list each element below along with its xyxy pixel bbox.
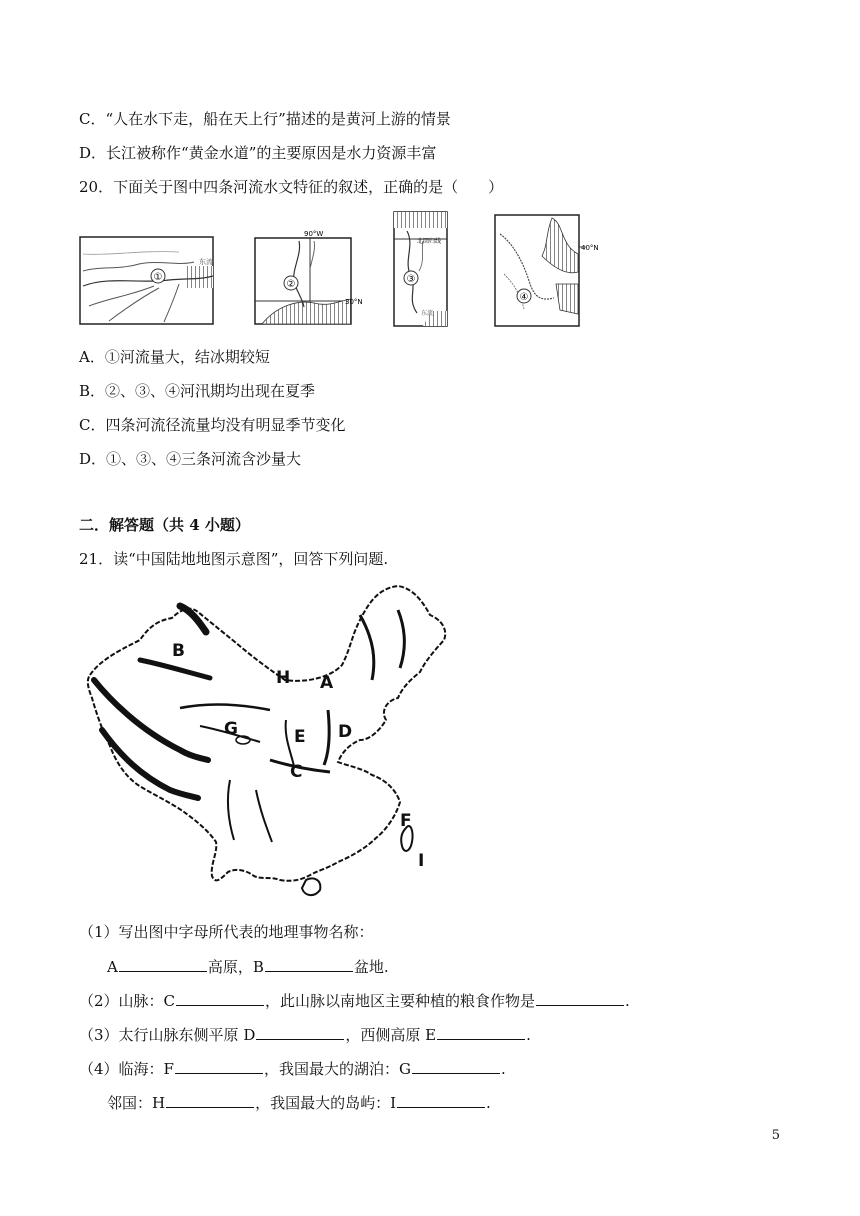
q21-part3: （3）太行山脉东侧平原 D ，西侧高原 E . [79,1026,531,1044]
river-map-4 [494,214,606,328]
answer-blank-d[interactable] [256,1025,344,1040]
q20-option-a: A．①河流量大，结冰期较短 [79,348,270,366]
q19-option-c: C．“人在水下走，船在天上行”描述的是黄河上游的情景 [79,110,451,128]
answer-blank-b[interactable] [265,957,353,972]
answer-blank-e[interactable] [437,1025,525,1040]
q21-part4: （4）临海：F ，我国最大的湖泊：G . [79,1060,506,1078]
map-letter-i: I [418,851,425,871]
answer-blank-a[interactable] [119,957,207,972]
answer-blank-crop[interactable] [536,991,624,1006]
map2-latitude: 30°N [345,298,363,306]
section-title: 二．解答题（共 4 小题） [79,516,250,534]
q20-option-d: D．①、③、④三条河流含沙量大 [79,450,302,468]
map4-latitude: 40°N [581,244,599,252]
river-map-1 [79,236,215,326]
river-map-3 [393,211,449,329]
q20-option-c: C．四条河流径流量均没有明显季节变化 [79,416,346,434]
china-map [80,580,450,905]
map2-longitude: 90°W [304,230,324,238]
q21-part1-blanks: A 高原，B 盆地. [107,958,389,976]
map-letter-f: F [400,811,412,831]
map2-marker: ② [286,279,296,290]
answer-blank-h[interactable] [166,1093,254,1108]
map-letter-h: H [276,668,291,688]
q21-part1: （1）写出图中字母所代表的地理事物名称： [79,923,374,941]
map3-label: 北回归线 [417,238,442,245]
map-letter-a: A [320,673,334,693]
map1-label: 东流 [199,258,213,266]
answer-blank-f[interactable] [175,1059,263,1074]
map-letter-g: G [224,719,238,739]
map-letter-d: D [338,722,353,742]
answer-blank-i[interactable] [397,1093,485,1108]
river-map-2 [254,229,366,327]
answer-blank-c[interactable] [176,991,264,1006]
map-letter-e: E [294,727,306,747]
q21-part4-neighbors: 邻国：H ，我国最大的岛屿：I . [107,1094,491,1112]
q21-part2: （2）山脉：C ，此山脉以南地区主要种植的粮食作物是 . [79,992,630,1010]
map3-marker: ③ [406,274,416,285]
answer-blank-g[interactable] [412,1059,500,1074]
map-letter-b: B [172,641,185,661]
map1-marker: ① [153,272,163,283]
map4-marker: ④ [519,292,529,303]
q20-option-b: B．②、③、④河汛期均出现在夏季 [79,382,316,400]
q21-stem: 21．读“中国陆地地图示意图”，回答下列问题. [79,550,389,568]
map3-sea-label: 东流 [421,310,434,317]
q20-stem: 20．下面关于图中四条河流水文特征的叙述，正确的是（ ） [79,178,504,196]
q19-option-d: D．长江被称作“黄金水道”的主要原因是水力资源丰富 [79,144,437,162]
page-number: 5 [771,1128,780,1143]
map-letter-c: C [290,762,303,782]
